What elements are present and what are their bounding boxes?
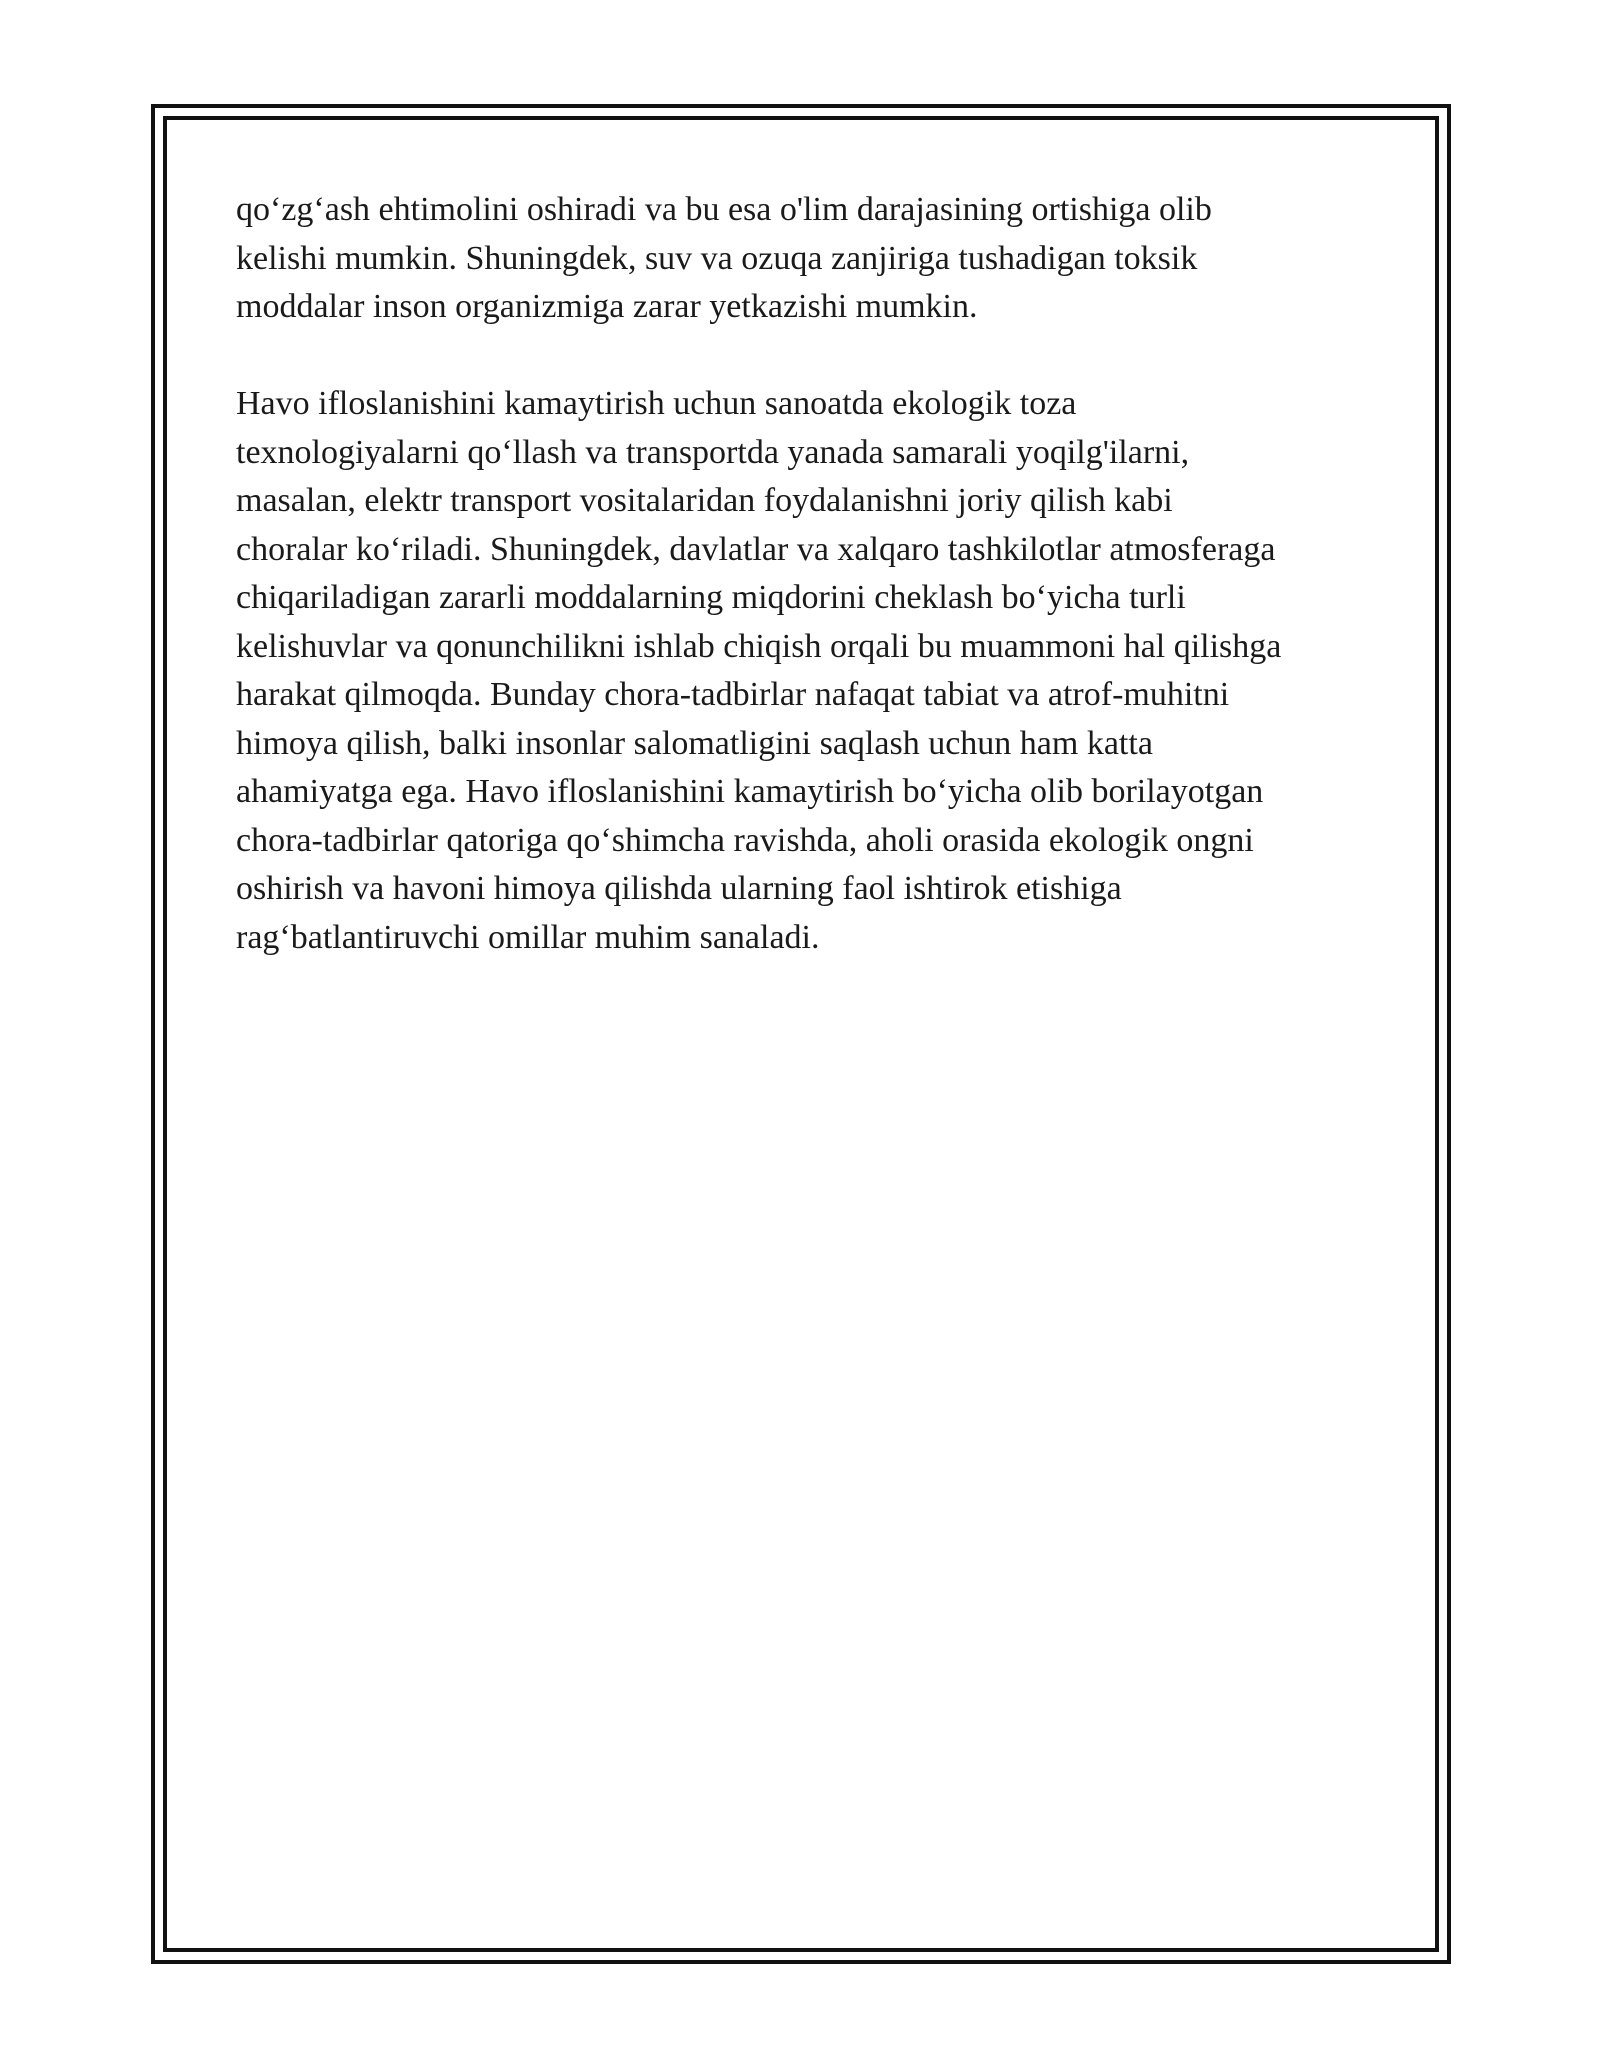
paragraph-1 (236, 186, 1376, 332)
text-line: texnologiyalarni qo‘llash va transportda yanada samarali yoqilg'ilarni, (236, 433, 1190, 471)
text-line: qo‘zg‘ash ehtimolini oshiradi va bu esa o'lim darajasining ortishiga olib (236, 191, 1212, 228)
text-line: moddalar inson organizmiga zarar yetkazishi mumkin. (236, 288, 978, 325)
text-line: chora-tadbirlar qatoriga qo‘shimcha ravishda, aholi orasida ekologik ongni (236, 821, 1254, 859)
document-body (236, 186, 1376, 962)
text-line: harakat qilmoqda. Bunday chora-tadbirlar nafaqat tabiat va atrof-muhitni (236, 676, 1230, 713)
text-line: oshirish va havoni himoya qilishda ularning faol ishtirok etishiga (236, 870, 1122, 907)
text-line: himoya qilish, balki insonlar salomatligini saqlash uchun ham katta (236, 724, 1153, 762)
text-line: masalan, elektr transport vositalaridan foydalanishni joriy qilish kabi (236, 482, 1173, 519)
text-line: Havo ifloslanishini kamaytirish uchun sanoatda ekologik toza (236, 385, 1077, 422)
paragraph-2 (236, 380, 1376, 962)
text-line: choralar ko‘riladi. Shuningdek, davlatlar va xalqaro tashkilotlar atmosferaga (236, 530, 1276, 568)
text-line: ahamiyatga ega. Havo ifloslanishini kamaytirish bo‘yicha olib borilayotgan (236, 773, 1264, 810)
text-line: chiqariladigan zararli moddalarning miqdorini cheklash bo‘yicha turli (236, 579, 1186, 616)
paragraph-spacer (236, 332, 1376, 381)
text-line: kelishi mumkin. Shuningdek, suv va ozuqa zanjiriga tushadigan toksik (236, 239, 1198, 277)
text-line: kelishuvlar va qonunchilikni ishlab chiqish orqali bu muammoni hal qilishga (236, 627, 1282, 665)
text-line: rag‘batlantiruvchi omillar muhim sanaladi. (236, 918, 820, 956)
